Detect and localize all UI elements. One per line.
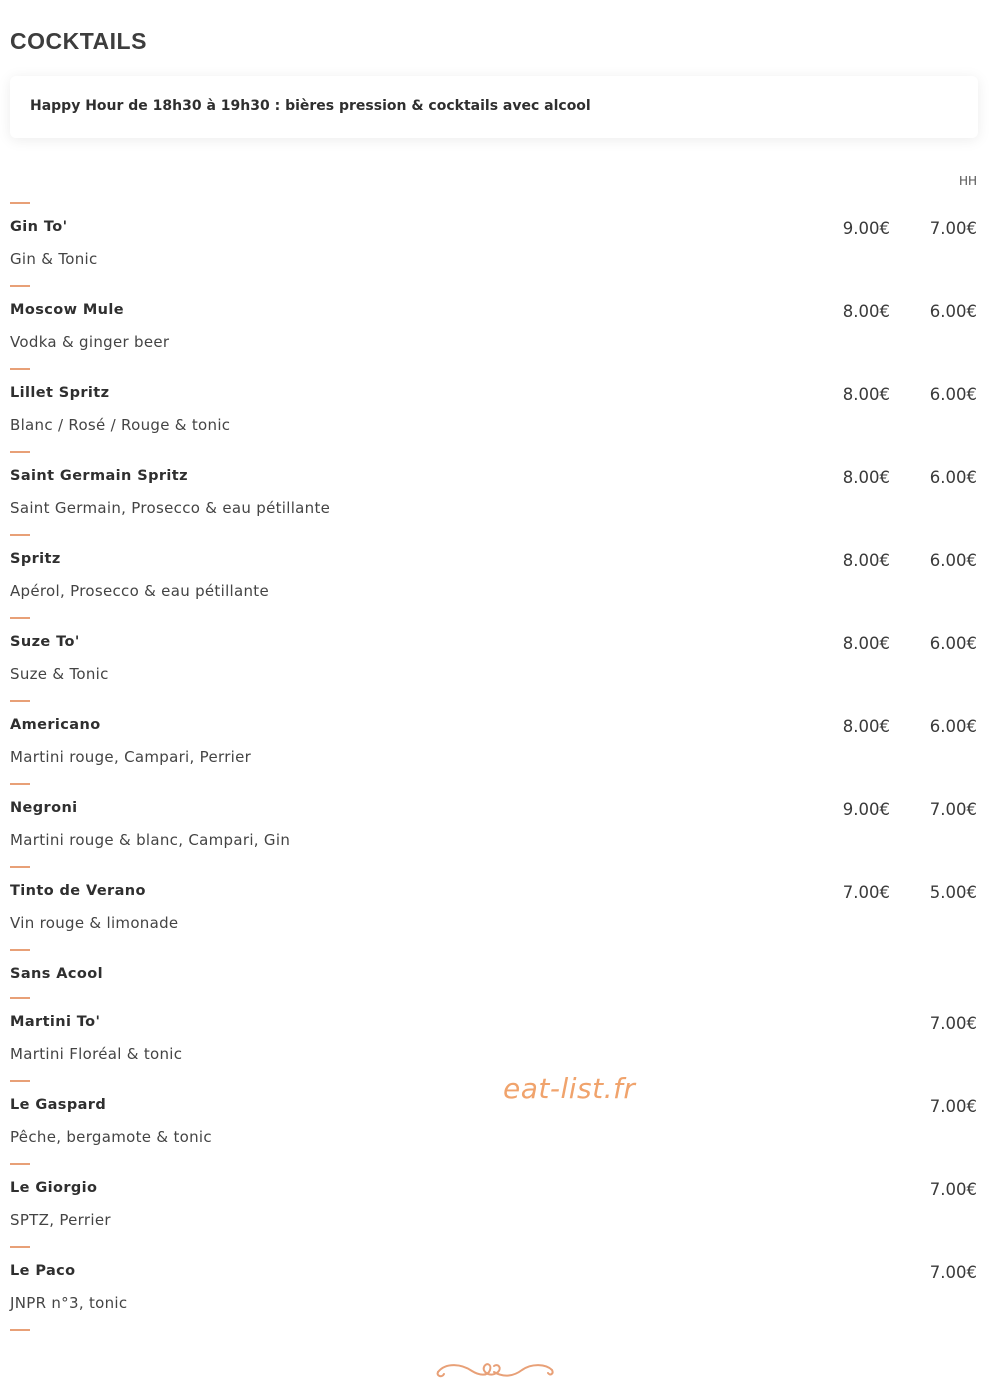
sans-alcool-heading: Sans Acool bbox=[10, 966, 103, 982]
item-price: 8.00€ bbox=[842, 717, 890, 736]
accent-rule bbox=[10, 617, 30, 619]
accent-rule bbox=[10, 534, 30, 536]
item-description: Martini Floréal & tonic bbox=[10, 1045, 183, 1063]
page-title: COCKTAILS bbox=[10, 28, 147, 54]
item-price: 8.00€ bbox=[842, 385, 890, 404]
accent-rule bbox=[10, 949, 30, 951]
accent-rule bbox=[10, 1246, 30, 1248]
item-description: Pêche, bergamote & tonic bbox=[10, 1128, 212, 1146]
item-description: Apérol, Prosecco & eau pétillante bbox=[10, 582, 270, 600]
item-description: Vodka & ginger beer bbox=[10, 333, 170, 351]
item-description: Martini rouge & blanc, Campari, Gin bbox=[10, 831, 291, 849]
item-name: Spritz bbox=[10, 551, 61, 567]
item-price: 9.00€ bbox=[842, 800, 890, 819]
item-name: Tinto de Verano bbox=[10, 883, 146, 899]
item-name: Saint Germain Spritz bbox=[10, 468, 188, 484]
item-name: Le Paco bbox=[10, 1263, 76, 1279]
accent-rule bbox=[10, 1080, 30, 1082]
decorative-swirl-icon bbox=[432, 1358, 556, 1384]
item-price: 7.00€ bbox=[929, 1014, 977, 1033]
happy-hour-notice-text: Happy Hour de 18h30 à 19h30 : bières pression & cocktails avec alcool bbox=[30, 98, 591, 114]
accent-rule bbox=[10, 997, 30, 999]
accent-rule bbox=[10, 285, 30, 287]
item-price: 7.00€ bbox=[842, 883, 890, 902]
item-price: 8.00€ bbox=[842, 634, 890, 653]
item-description: Blanc / Rosé / Rouge & tonic bbox=[10, 416, 231, 434]
item-name: Americano bbox=[10, 717, 101, 733]
accent-rule bbox=[10, 783, 30, 785]
item-hh-price: 6.00€ bbox=[929, 634, 977, 653]
item-description: JNPR n°3, tonic bbox=[10, 1294, 128, 1312]
item-name: Gin To' bbox=[10, 219, 68, 235]
item-name: Moscow Mule bbox=[10, 302, 124, 318]
accent-rule bbox=[10, 451, 30, 453]
item-price: 7.00€ bbox=[929, 1263, 977, 1282]
item-hh-price: 6.00€ bbox=[929, 468, 977, 487]
item-hh-price: 6.00€ bbox=[929, 302, 977, 321]
item-price: 9.00€ bbox=[842, 219, 890, 238]
happy-hour-notice bbox=[10, 76, 978, 138]
accent-rule bbox=[10, 700, 30, 702]
item-name: Lillet Spritz bbox=[10, 385, 110, 401]
item-name: Suze To' bbox=[10, 634, 80, 650]
item-description: Gin & Tonic bbox=[10, 250, 98, 268]
item-hh-price: 6.00€ bbox=[929, 717, 977, 736]
item-hh-price: 6.00€ bbox=[929, 385, 977, 404]
accent-rule bbox=[10, 1163, 30, 1165]
item-hh-price: 7.00€ bbox=[929, 219, 977, 238]
item-description: Vin rouge & limonade bbox=[10, 914, 179, 932]
accent-rule bbox=[10, 866, 30, 868]
accent-rule bbox=[10, 368, 30, 370]
item-description: SPTZ, Perrier bbox=[10, 1211, 111, 1229]
hh-column-header: HH bbox=[958, 174, 977, 188]
item-name: Martini To' bbox=[10, 1014, 101, 1030]
item-price: 8.00€ bbox=[842, 468, 890, 487]
item-name: Le Giorgio bbox=[10, 1180, 98, 1196]
watermark: eat-list.fr bbox=[503, 1072, 636, 1105]
accent-rule bbox=[10, 202, 30, 204]
item-description: Saint Germain, Prosecco & eau pétillante bbox=[10, 499, 331, 517]
item-price: 8.00€ bbox=[842, 551, 890, 570]
item-price: 7.00€ bbox=[929, 1097, 977, 1116]
item-description: Suze & Tonic bbox=[10, 665, 109, 683]
item-hh-price: 6.00€ bbox=[929, 551, 977, 570]
item-name: Le Gaspard bbox=[10, 1097, 107, 1113]
item-hh-price: 7.00€ bbox=[929, 800, 977, 819]
item-price: 7.00€ bbox=[929, 1180, 977, 1199]
accent-rule bbox=[10, 1329, 30, 1331]
item-price: 8.00€ bbox=[842, 302, 890, 321]
item-description: Martini rouge, Campari, Perrier bbox=[10, 748, 252, 766]
item-hh-price: 5.00€ bbox=[929, 883, 977, 902]
item-name: Negroni bbox=[10, 800, 78, 816]
